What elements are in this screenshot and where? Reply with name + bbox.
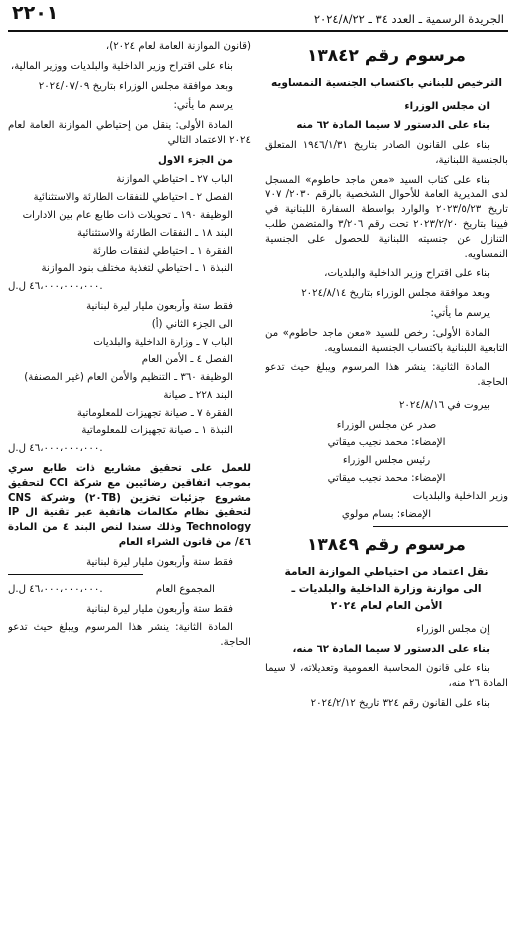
amount-words-3: فقط ستة وأربعون مليار ليرة لبنانية [86, 604, 233, 616]
left-column [8, 40, 251, 927]
amount-words-2: فقط ستة وأربعون مليار ليرة لبنانية [86, 556, 233, 568]
approval-line-2: وبعد موافقة مجلس الوزراء بتاريخ ٢٠٢٤/٠٧/٠٩ [38, 80, 233, 92]
article-2: المادة الثانية: ينشر هذا المرسوم ويبلغ حيث تدعو الحاجة. [265, 362, 508, 389]
amount-row-2 [8, 442, 251, 457]
budget-line-7: الباب ٧ ـ وزارة الداخلية والبلديات [93, 336, 233, 348]
basis-2-accounting: بناء على قانون المحاسبة العمومية وتعديلاته، لا سيما المادة ٢٦ منه، [265, 663, 508, 690]
decree-1-title: مرسوم رقم ١٣٨٤٢ [307, 46, 466, 66]
right-column [265, 40, 508, 927]
council-line-2: إن مجلس الوزراء [416, 623, 490, 635]
article-2-transfer: المادة الثانية: ينشر هذا المرسوم ويبلغ حيث تدعو الحاجة. [8, 622, 251, 648]
basis-letter: بناء على كتاب السيد «معن ماجد حاطوم» المسجل لدى المديرية العامة للأحوال الشخصية بالرقم ٢٠٣٠/ ٧٠٧ تاريخ ٢٠٢٣/٥/٢٣ والوارد بواسطة السفارة اللبنانية في فيينا بتاريخ ٢٠٢٣/٢/٢٠ تحت رقم ٣/٢٠٦ والمتضمن طلب التنازل عن جنسيته اللبنانية للحصول على الجنسية النمساويه. [265, 174, 508, 260]
basis-2-law: بناء على القانون رقم ٣٢٤ تاريخ ٢٠٢٤/٢/١٢ [310, 697, 490, 709]
budget-line-1: الباب ٢٧ ـ احتياطي الموازنة [116, 174, 233, 186]
budget-line-2: الفصل ٢ ـ احتياطي للنفقات الطارئة والاستثنائية [33, 192, 233, 204]
decrees-line-2: يرسم ما يأتي: [173, 100, 233, 112]
budget-line-12: النبذة ١ ـ صيانة تجهيزات للمعلوماتية [81, 425, 233, 437]
total-label: المجموع العام [155, 584, 215, 596]
budget-line-5: الفقرة ١ ـ احتياطي لنفقات طارئة [92, 245, 233, 257]
proposal-line: بناء على اقتراح وزير الداخلية والبلديات ووزير المالية، [10, 60, 233, 72]
columns [8, 32, 508, 927]
budget-line-4: البند ١٨ ـ النفقات الطارئة والاستثنائية [77, 227, 233, 239]
budget-line-8: الفصل ٤ ـ الأمن العام [141, 354, 233, 366]
amount-row-1 [8, 280, 251, 295]
budget-line-9: الوظيفة ٣٦٠ ـ التنظيم والأمن العام (غير المصنفة) [24, 372, 233, 384]
decree-2-subtitle: نقل اعتماد من احتياطي الموازنة العامة الى موازنة وزارة الداخلية والبلديات ـ الأمن العام لعام ٢٠٢٤ [284, 565, 489, 612]
budget-line-11: الفقرة ٧ ـ صيانة تجهيزات للمعلوماتية [76, 407, 233, 419]
signature-3: الإمضاء: بسام مولوي [341, 508, 432, 520]
budget-line-6: النبذة ١ ـ احتياطي لتغذية مختلف بنود الموازنة [41, 263, 233, 275]
decree-1-subtitle: الترخيص للبناني باكتساب الجنسية النمساويه [270, 76, 503, 89]
budget-law-ref: (قانون الموازنة العامة لعام ٢٠٢٤)، [105, 41, 251, 52]
approval-line: وبعد موافقة مجلس الوزراء بتاريخ ٢٠٢٤/٨/١٤ [301, 288, 490, 300]
divider-right [373, 526, 508, 527]
purpose-paragraph: للعمل على تحقيق مشاريع ذات طابع سري بموجب اتفاقين رضائيين مع شركة CCI لتحقيق مشروع جزئيات تخزين (٢٠TB) وشركة CNS لتحقيق نظام مكالمات هاتفية عبر تقنية ال IP Technology وذلك سندا لنص البند ٤ من المادة ٤٦/ من قانون الشراء العام [8, 462, 251, 548]
basis-2-constitution: بناء على الدستور لا سيما المادة ٦٢ منه، [292, 643, 490, 655]
total-amount: ٤٦،٠٠٠،٠٠٠،٠٠٠ ل.ل. [8, 584, 103, 596]
minister-title: وزير الداخلية والبلديات [412, 490, 508, 502]
signature-2: الإمضاء: محمد نجيب ميقاتي [327, 472, 446, 484]
issue-date: بيروت في ٢٠٢٤/٨/١٦ [398, 399, 490, 411]
decree-2-title: مرسوم رقم ١٣٨٤٩ [307, 535, 466, 556]
amount-1: ٤٦،٠٠٠،٠٠٠،٠٠٠ ل.ل. [8, 281, 103, 293]
article-1-transfer: المادة الأولى: ينقل من إحتياطي الموازنة العامة لعام ٢٠٢٤ الاعتماد التالي [8, 120, 251, 146]
total-row [8, 583, 251, 598]
budget-line-3: الوظيفة ١٩٠ ـ تحويلات ذات طابع عام بين الادارات [22, 210, 233, 222]
page-number: ٢٢٠١ [12, 2, 59, 25]
council-line: ان مجلس الوزراء [404, 100, 490, 112]
budget-line-10: البند ٢٢٨ ـ صيانة [163, 389, 233, 401]
part-1-heading: من الجزء الاول [157, 154, 233, 166]
article-1: المادة الأولى: رخص للسيد «معن ماجد حاطوم» من التابعية اللبنانية باكتساب الجنسية النمساويه. [265, 327, 508, 354]
page-header [8, 2, 508, 32]
prime-minister: رئيس مجلس الوزراء [342, 455, 431, 467]
amount-2: ٤٦،٠٠٠،٠٠٠،٠٠٠ ل.ل. [8, 443, 103, 455]
decrees-line: يرسم ما يأتي: [430, 307, 490, 319]
signature-1: الإمضاء: محمد نجيب ميقاتي [327, 437, 446, 449]
basis-law: بناء على القانون الصادر بتاريخ ١٩٤٦/١/٣١ المتعلق بالجنسية اللبنانية، [265, 140, 508, 166]
gazette-title: الجريدة الرسمية ـ العدد ٣٤ ـ ٢٠٢٤/٨/٢٢ [313, 12, 504, 27]
issued-by: صدر عن مجلس الوزراء [336, 419, 437, 431]
amount-words-1: فقط ستة وأربعون مليار ليرة لبنانية [86, 300, 233, 312]
divider-left [8, 574, 143, 575]
basis-proposal: بناء على اقتراح وزير الداخلية والبلديات، [324, 268, 490, 280]
part-2-heading: الى الجزء الثاني (أ) [151, 318, 233, 330]
basis-constitution: بناء على الدستور لا سيما المادة ٦٢ منه [296, 120, 490, 132]
